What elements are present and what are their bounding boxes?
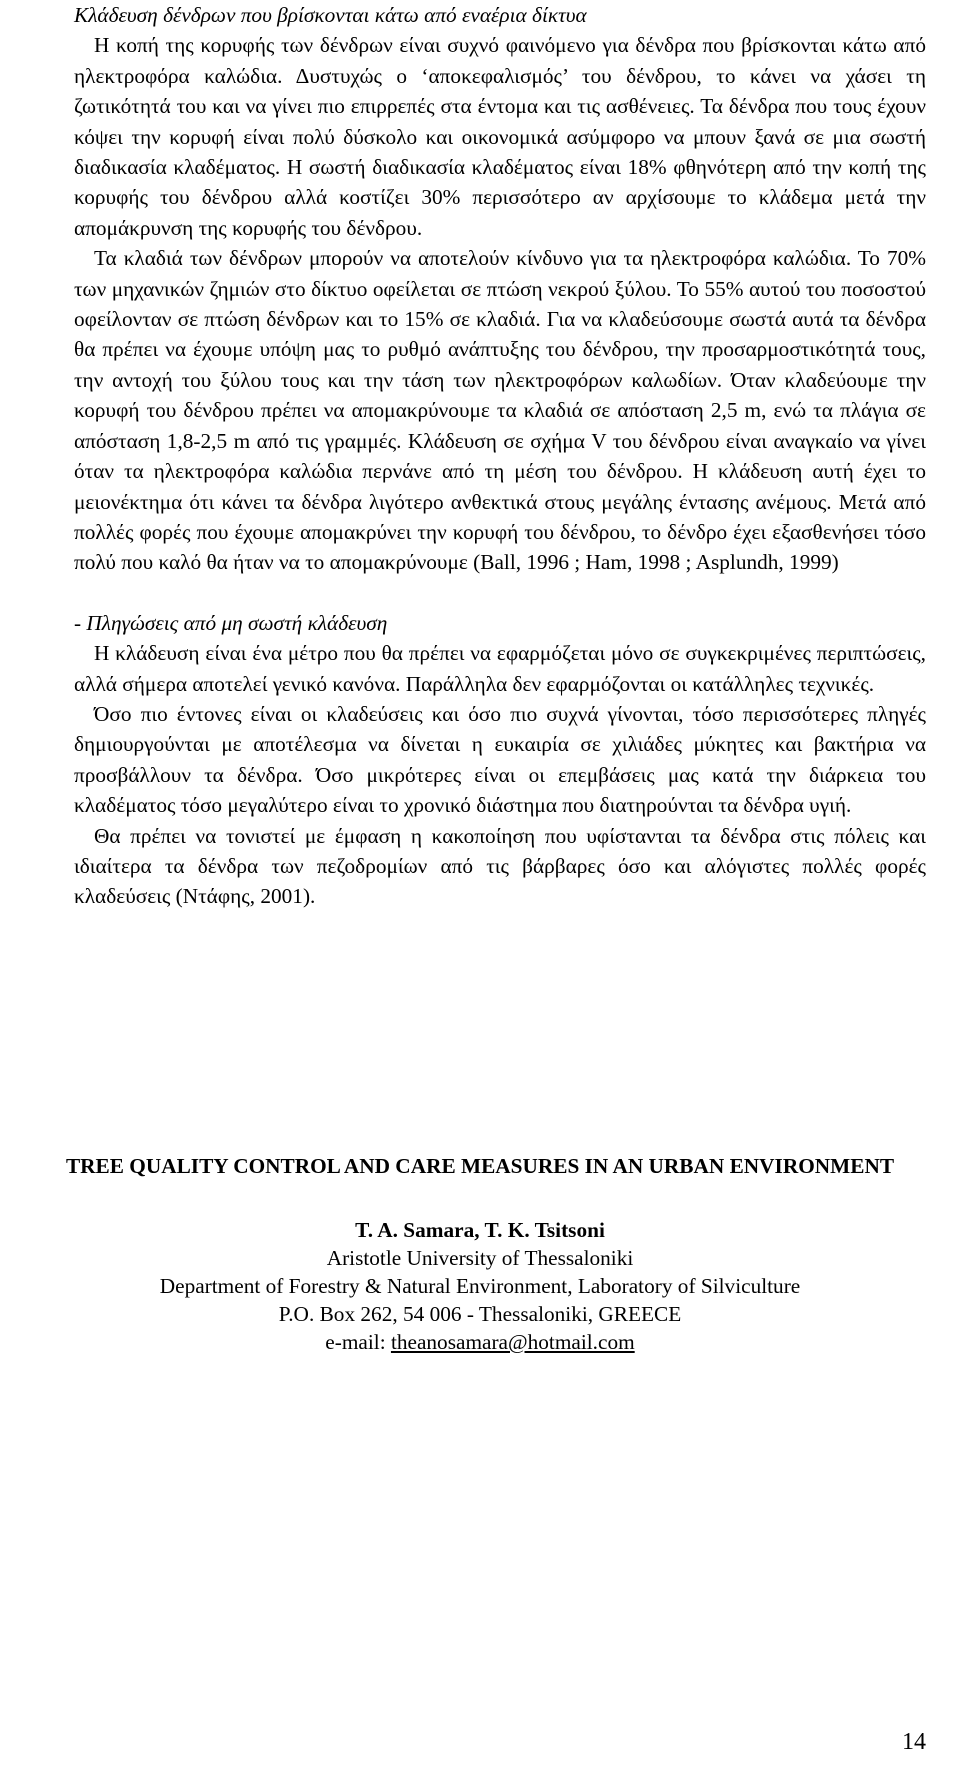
heading-dash: - (74, 610, 87, 635)
paper-header (40, 1150, 920, 1356)
paragraph: Θα πρέπει να τονιστεί με έμφαση η κακοποίηση που υφίστανται τα δένδρα στις πόλεις και ιδιαίτερα τα δένδρα των πεζοδρομίων από τις βάρβαρες όσο και αλόγιστες πολλές φορές κλαδεύσεις (Ντάφης, 2001). (74, 823, 926, 909)
paragraph: Τα κλαδιά των δένδρων μπορούν να αποτελούν κίνδυνο για τα ηλεκτροφόρα καλώδια. Το 70% των μηχανικών ζημιών στο δίκτυο οφείλεται σε πτώση νεκρού ξύλου. Το 55% αυτού του ποσοστού οφείλονταν σε πτώση δένδρων και το 15% σε κλαδιά. Για να κλαδεύσουμε σωστά αυτά τα δένδρα θα πρέπει να έχουμε υπόψη μας το ρυθμό ανάπτυξης του δένδρου, την προσαρμοστικότητά τους, την αντοχή του ξύλου τους και την τάση των ηλεκτροφόρων καλωδίων. Όταν κλαδεύουμε την κορυφή του δένδρου πρέπει να απομακρύνουμε τα κλαδιά σε απόσταση 2,5 m, ενώ τα πλάγια σε απόσταση 1,8-2,5 m από τις γραμμές. Κλάδευση σε σχήμα V του δένδρου είναι αναγκαίο να γίνει όταν τα ηλεκτροφόρα καλώδια περνάνε από τη μέση του δένδρου. Η κλάδευση αυτή έχει το μειονέκτημα ότι κάνει τα δένδρα λιγότερο ανθεκτικά στους μεγάλης έντασης ανέμους. Μετά από πολλές φορές που έχουμε απομακρύνει την κορυφή του δένδρου, το δένδρο έχει εξασθενήσει τόσο πολύ που καλό θα ήταν να το απομακρύνουμε (Ball, 1996 ; Ham, 1998 ; Asplundh, 1999) (74, 246, 926, 575)
greek-text-block (74, 0, 926, 912)
paragraph: Όσο πιο έντονες είναι οι κλαδεύσεις και όσο πιο συχνά γίνονται, τόσο περισσότερες πληγές δημιουργούνται με αποτέλεσμα να δίνεται η ευκαιρία σε χιλιάδες μύκητες και βακτήρια να προσβάλλουν τα δένδρα. Όσο μικρότερες είναι οι επεμβάσεις μας κατά την διάρκεια του κλαδέματος τόσο μεγαλύτερο είναι το χρονικό διάστημα που διατηρούνται τα δένδρα υγιή. (74, 701, 926, 818)
paragraph: Η κοπή της κορυφής των δένδρων είναι συχνό φαινόμενο για δένδρα που βρίσκονται κάτω από ηλεκτροφόρα καλώδια. Δυστυχώς ο ‘αποκεφαλισμός’ του δένδρου, το κάνει να χάσει τη ζωτικότητά του και να γίνει πιο επιρρεπές στα έντομα και τις ασθένειες. Τα δένδρα που τους έχουν κόψει την κορυφή είναι πολύ δύσκολο και οικονομικά ασύμφορο να μπουν ξανά σε μια σωστή διαδικασία κλαδέματος. Η σωστή διαδικασία κλαδέματος είναι 18% φθηνότερη από την κοπή της κορυφής του δένδρου αλλά κοστίζει 30% περισσότερο αν αρχίσουμε το κλάδεμα μετά την απομάκρυνση της κορυφής του δένδρου. (74, 33, 926, 240)
subsection-heading-text: Πληγώσεις από μη σωστή κλάδευση (86, 610, 388, 635)
address: P.O. Box 262, 54 006 - Thessaloniki, GREECE (278, 1302, 682, 1326)
page-number: 14 (902, 1729, 926, 1755)
email-line (40, 1328, 920, 1356)
email-link[interactable]: theanosamara@hotmail.com (390, 1330, 635, 1354)
university: Aristotle University of Thessaloniki (326, 1246, 634, 1270)
department: Department of Forestry & Natural Environment, Laboratory of Silviculture (159, 1274, 801, 1298)
paper-authors: T. A. Samara, T. K. Tsitsoni (355, 1218, 605, 1242)
subsection-heading (74, 608, 926, 638)
paper-title: TREE QUALITY CONTROL AND CARE MEASURES IN AN URBAN ENVIRONMENT (65, 1154, 895, 1178)
section-heading: Κλάδευση δένδρων που βρίσκονται κάτω από εναέρια δίκτυα (74, 3, 587, 27)
email-label: e-mail: (325, 1330, 391, 1354)
paragraph: Η κλάδευση είναι ένα μέτρο που θα πρέπει να εφαρμόζεται μόνο σε συγκεκριμένες περιπτώσεις, αλλά σήμερα αποτελεί γενικό κανόνα. Παράλληλα δεν εφαρμόζονται οι κατάλληλες τεχνικές. (74, 641, 926, 696)
